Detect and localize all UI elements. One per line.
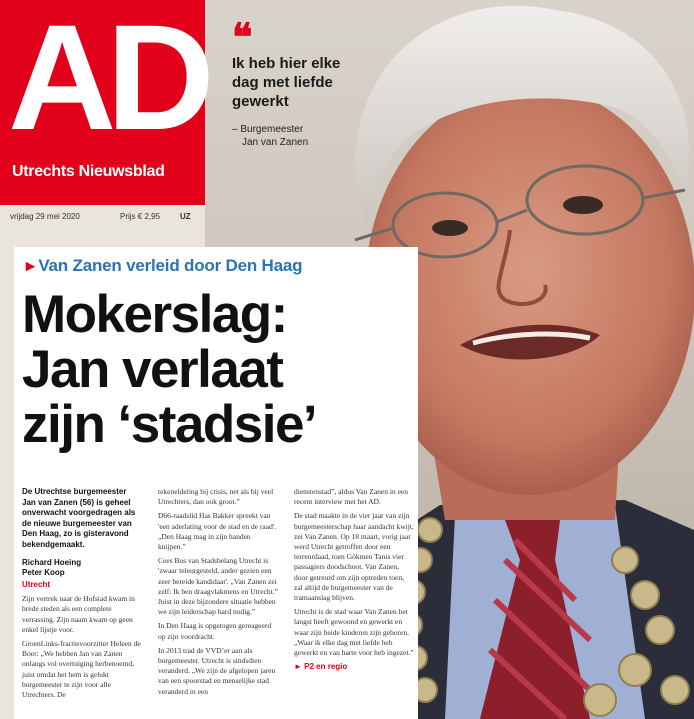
column-3-paragraph-1: dienstenstad”, aldus Van Zanen in een recent interview met het AD. <box>294 487 408 507</box>
article-column-3 <box>294 487 414 672</box>
column-2-paragraph-4: In Den Haag is opgetogen gereageerd op zijn voordracht. <box>158 621 272 641</box>
column-2-paragraph-1: tekeneldeling bij crisis, net als bij veel Utrechters, dan ook groot.” <box>158 487 274 507</box>
quote-mark-icon: ❝ <box>232 14 253 59</box>
quote-attribution-1: – Burgemeester <box>232 124 304 135</box>
article-column-2 <box>158 487 278 697</box>
column-2-paragraph-3: Cees Bos van Stadsbelang Utrecht is 'zwaar teleurgesteld, ander gezien een zeer bereide kandidaat'. „Van Zanen zei zelf: Ik ben draagvlakmens en Utrecht.” Juist in deze bijzondere situatie hebben we zijn leiderschap hard nodig.” <box>158 556 278 617</box>
continue-link[interactable]: ► P2 en regio <box>294 662 348 672</box>
article-author-1: Richard Hoeing <box>22 558 82 567</box>
article-lead: De Utrechtse burgemeester Jan van Zanen (56) is geheel onverwacht voorgedragen als de nieuwe burgemeester van Den Haag, zo is gisteravond bekendgemaakt. <box>22 487 136 549</box>
column-3-paragraph-3: Utrecht is de stad waar Van Zanen het langst heeft gewoond en gewerkt en waar zijn beide kinderen zijn geboren. „Waar ik elke dag met liefde heb gewerkt en van harte voor heb ingezet.” <box>294 607 414 658</box>
headline-line-1: Mokerslag: <box>22 285 287 344</box>
article-city: Utrecht <box>22 580 51 589</box>
column-2-paragraph-2: D66-raadslid Has Bakker spreekt van 'een aderlating voor de stad en de raad'. „Den Haag mag in zijn handen knijpen.” <box>158 511 277 552</box>
column-2-paragraph-5: In 2013 trad de VVD’er aan als burgemeester. Utrecht is sindsdien veranderd. „We zijn de afgelopen jaren van een spoorstad en menselijke stad veranderd in een <box>158 645 276 696</box>
issue-date: vrijdag 29 mei 2020 <box>10 212 80 221</box>
headline-line-2: Jan verlaat <box>22 340 283 399</box>
logo-subtitle: Utrechts Nieuwsblad <box>12 163 165 180</box>
article-panel <box>14 247 418 719</box>
issue-edition: UZ <box>180 212 191 221</box>
column-1-paragraph-1: Zijn vertrek naar de Hofstad kwam in brede steden als een complete verrassing. Zijn naam kwam op geen enkel lijstje voor. <box>22 594 135 634</box>
kicker-text: Van Zanen verleid door Den Haag <box>38 256 303 275</box>
headline-line-3: zijn ‘stadsie’ <box>22 395 317 454</box>
kicker-bullet-icon: ▸ <box>26 256 35 275</box>
quote-attribution-2: Jan van Zanen <box>242 137 309 148</box>
quote-text: Ik heb hier elke dag met liefde gewerkt <box>232 55 341 110</box>
column-1-paragraph-2: GroenLinks-fractievoorzitter Heleen de Boer: „We hebben Jan van Zanen onlangs vol overtuiging herbenoemd, juist omdat het hem is gelukt burgemeester te zijn voor alle Utrechters. De <box>22 639 141 700</box>
masthead-logo <box>0 0 205 205</box>
article-column-1 <box>22 487 142 700</box>
article-author-2: Peter Koop <box>22 568 65 577</box>
pull-quote <box>232 14 352 149</box>
column-3-paragraph-2: De stad maakte in de vier jaar van zijn burgemeesterschap haar aandacht kwijt, zei Van Zanen. Op 18 maart, vorig jaar werd Utrecht getroffen door een terreurdaad, toen Gökmen Tanis vier passagiers doodschoot. Van Zanen, door getreurd om zijn optreden toen, zal altijd de burgemeester van de tramaanslag blijven. <box>294 511 414 603</box>
article-kicker <box>26 256 302 276</box>
logo-letters: AD <box>8 0 205 161</box>
article-headline <box>22 287 417 452</box>
issue-price: Prijs € 2,95 <box>120 212 161 221</box>
